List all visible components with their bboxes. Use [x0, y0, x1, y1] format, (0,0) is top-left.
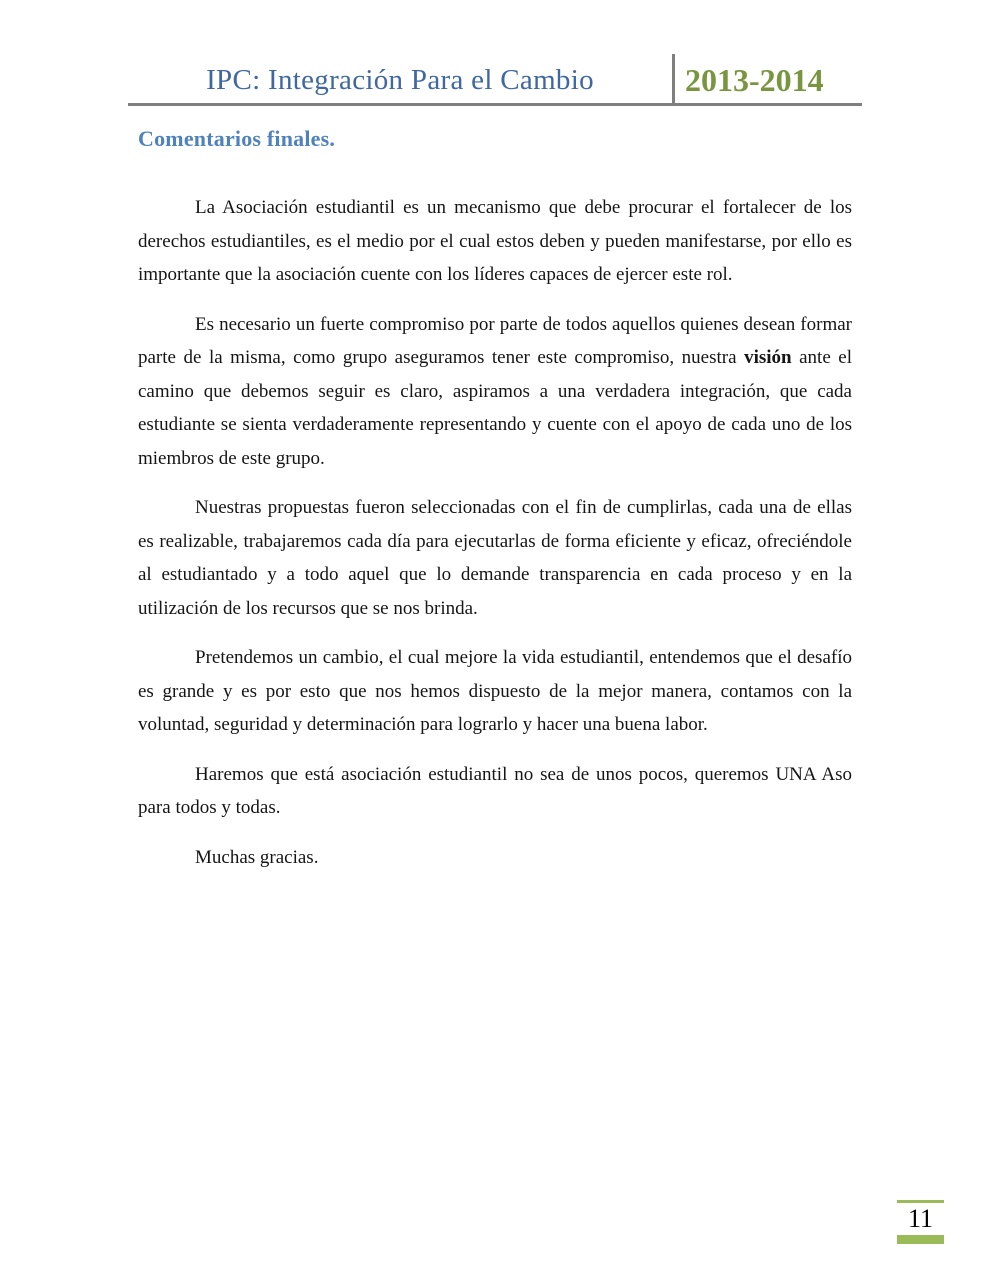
document-body [138, 191, 852, 890]
paragraph-6: Muchas gracias. [195, 846, 319, 868]
page-header [128, 54, 862, 106]
page-number: 11 [907, 1204, 934, 1233]
header-year-cell [675, 54, 862, 103]
page-footer [897, 1200, 944, 1244]
header-year: 2013-2014 [685, 62, 824, 98]
paragraph-1: La Asociación estudiantil es un mecanismo que debe procurar el fortalecer de los derechos estudiantiles, es el medio por el cual estos deben y pueden manifestarse, por ello es importante que la asociación cuente con los líderes capaces de ejercer este rol. [138, 197, 852, 285]
paragraph-3: Nuestras propuestas fueron seleccionadas con el fin de cumplirlas, cada una de ellas es realizable, trabajaremos cada día para ejecutarlas de forma eficiente y eficaz, ofreciéndole al estudiantado y a todo aquel que lo demande transparencia en cada proceso y en la utilización de los recursos que se nos brinda. [138, 497, 852, 619]
section-heading: Comentarios finales. [138, 126, 336, 151]
footer-bottom-bar [897, 1235, 944, 1244]
paragraph-2-text-after: ante el camino que debemos seguir es claro, aspiramos a una verdadera integración, que cada estudiante se sienta verdaderamente representando y cuente con el apoyo de cada uno de los miembros de este grupo. [138, 347, 853, 469]
paragraph-2-bold-vision: visión [744, 347, 792, 368]
paragraph-5: Haremos que está asociación estudiantil no sea de unos pocos, queremos UNA Aso para todos y todas. [138, 763, 852, 818]
header-title: IPC: Integración Para el Cambio [206, 64, 594, 96]
header-title-cell [128, 54, 672, 103]
paragraph-2-text-before: Es necesario un fuerte compromiso por parte de todos aquellos quienes desean formar parte de la misma, como grupo aseguramos tener este compromiso, nuestra [138, 313, 852, 368]
paragraph-4: Pretendemos un cambio, el cual mejore la vida estudiantil, entendemos que el desafío es grande y es por esto que nos hemos dispuesto de la mejor manera, contamos con la voluntad, seguridad y determinación para lograrlo y hacer una buena labor. [138, 647, 852, 735]
paragraph-2 [138, 308, 852, 476]
